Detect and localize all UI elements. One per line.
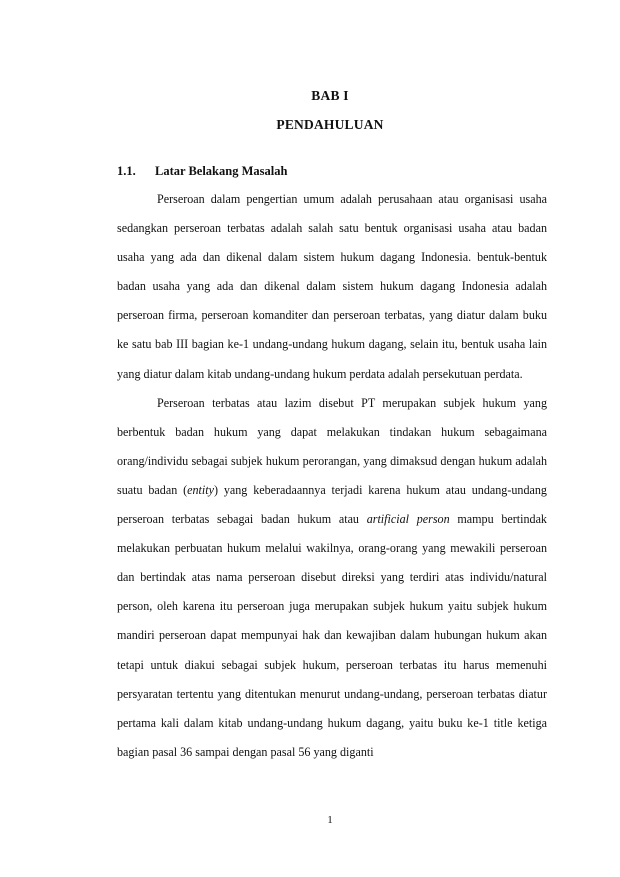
- section-heading: [117, 164, 287, 179]
- paragraph-2-part-2: ) yang keberadaannya terjadi karena hukum atau undang-undang perseroan terbatas sebagai badan hukum atau: [117, 482, 547, 527]
- body-text: [117, 185, 547, 767]
- paragraph-2-part-1: Perseroan terbatas atau lazim disebut PT merupakan subjek hukum yang berbentuk badan hukum yang dapat melakukan tindakan hukum sebagaimana orang/individu sebagai subjek hukum perorangan, yang dimaksud dengan hukum adalah suatu badan (: [117, 395, 547, 497]
- chapter-title: PENDAHULUAN: [276, 117, 384, 132]
- paragraph-1: Perseroan dalam pengertian umum adalah perusahaan atau organisasi usaha sedangkan perseroan terbatas adalah salah satu bentuk organisasi usaha atau badan usaha yang ada dan dikenal dalam sistem hukum dagang Indonesia. bentuk-bentuk badan usaha yang ada dan dikenal dalam sistem hukum dagang Indonesia adalah perseroan firma, perseroan komanditer dan perseroan terbatas, yang diatur dalam buku ke satu bab III bagian ke-1 undang-undang hukum dagang, selain itu, bentuk usaha lain yang diatur dalam kitab undang-undang hukum perdata adalah persekutuan perdata.: [117, 192, 547, 381]
- section-number: 1.1.: [117, 164, 136, 178]
- paragraph-2-part-3: mampu bertindak melakukan perbuatan hukum melalui wakilnya, orang-orang yang mewakili perseroan dan bertindak atas nama perseroan disebut direksi yang terdiri atas individu/natural person, oleh karena itu perseroan juga merupakan subjek hukum yaitu subjek hukum mandiri perseroan dapat mempunyai hak dan kewajiban dalam hubungan hukum akan tetapi untuk diakui sebagai subjek hukum, perseroan terbatas itu harus memenuhi persyaratan tertentu yang ditentukan menurut undang-undang, perseroan terbatas diatur pertama kali dalam kitab undang-undang hukum dagang, yaitu buku ke-1 title ketiga bagian pasal 36 sampai dengan pasal 56 yang diganti: [117, 512, 547, 759]
- page-number: 1: [327, 814, 333, 826]
- section-title: Latar Belakang Masalah: [155, 164, 288, 178]
- chapter-number: BAB I: [311, 88, 349, 103]
- paragraph-2: [117, 389, 547, 767]
- entity-term: entity: [187, 482, 214, 497]
- artificial-person-term: artificial person: [366, 512, 450, 527]
